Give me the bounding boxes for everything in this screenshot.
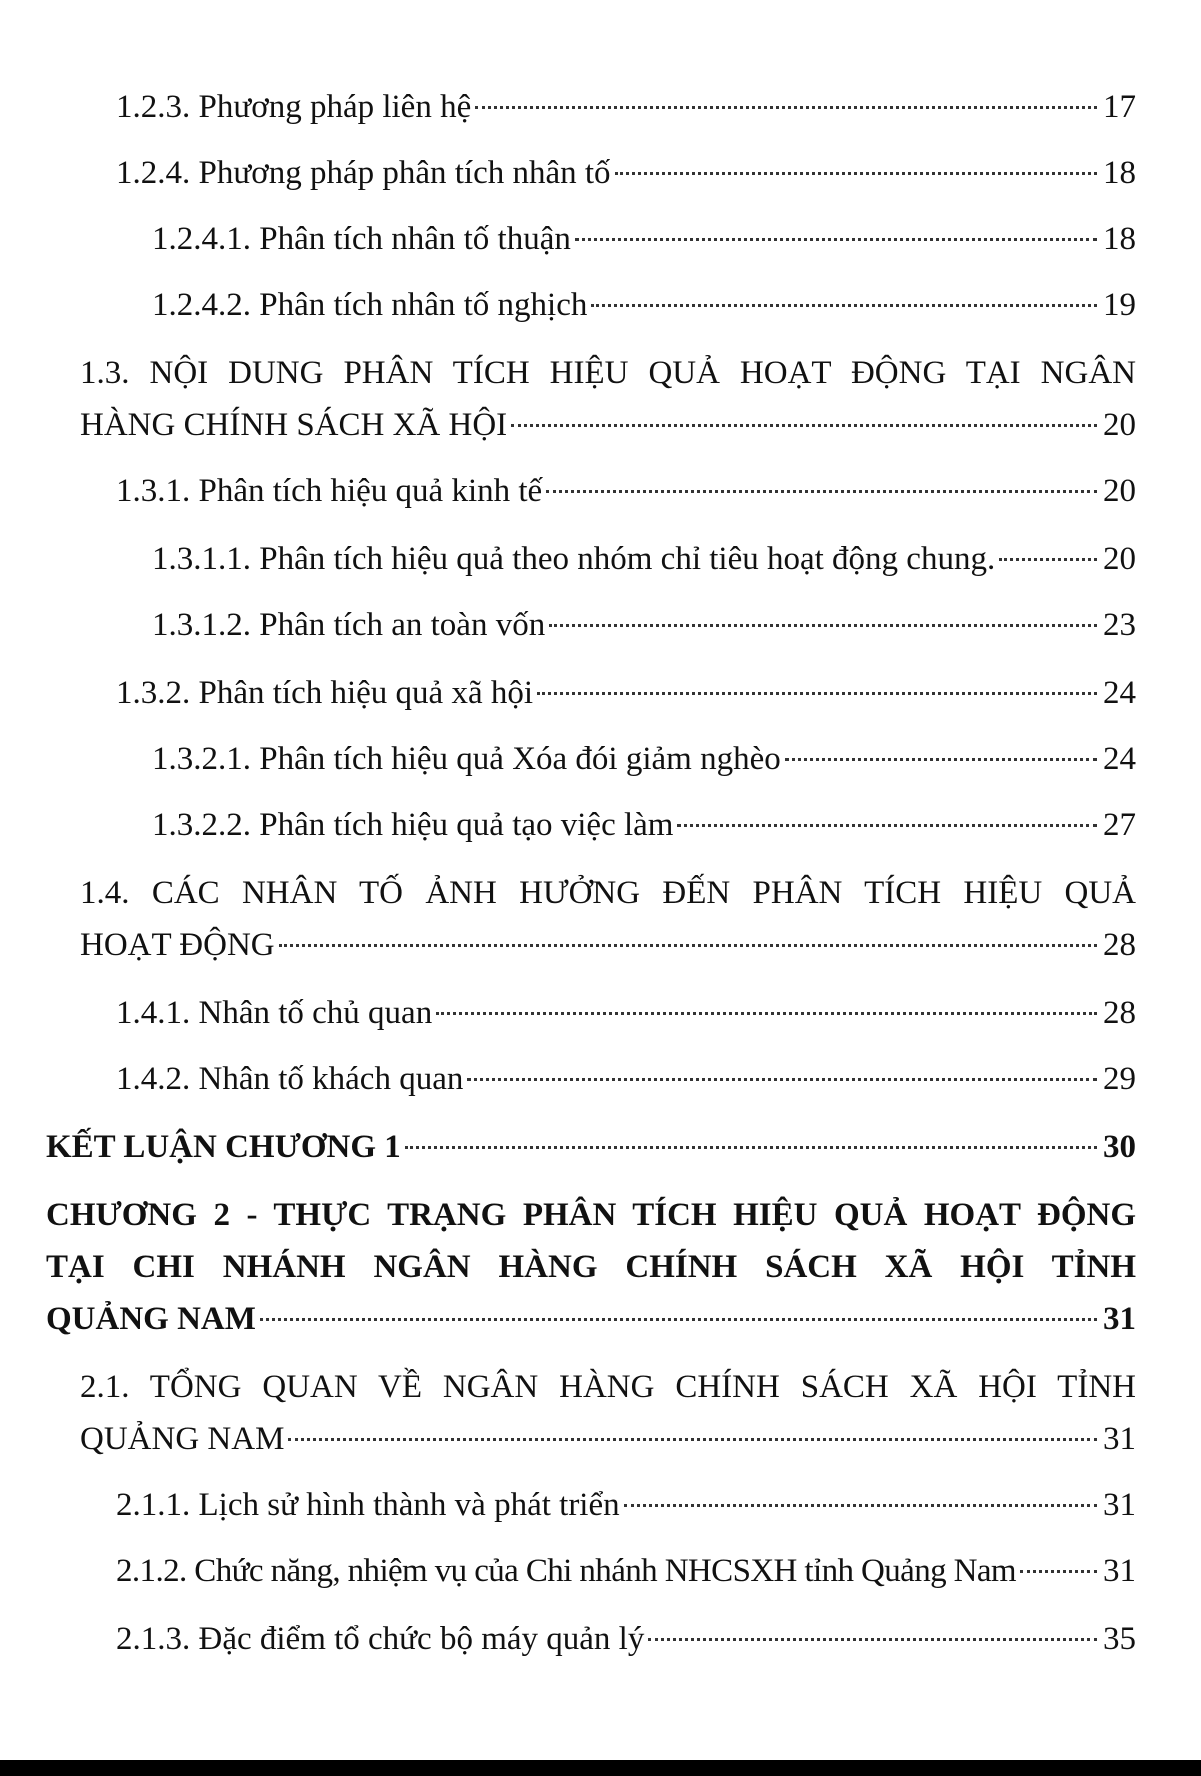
toc-page-number: 18 xyxy=(1103,155,1136,191)
toc-entry[interactable] xyxy=(116,1480,1136,1530)
toc-page-number: 20 xyxy=(1103,473,1136,509)
toc-entry-title: 1.4.2. Nhân tố khách quan xyxy=(116,1061,464,1097)
dot-leader xyxy=(436,1012,1097,1015)
toc-page-number: 27 xyxy=(1103,807,1136,843)
toc-entry[interactable] xyxy=(152,534,1136,584)
toc-page-number: 23 xyxy=(1103,607,1136,643)
toc-page-number: 31 xyxy=(1103,1553,1136,1589)
toc-entry[interactable] xyxy=(116,1546,1136,1596)
toc-page-number: 30 xyxy=(1103,1129,1136,1165)
dot-leader xyxy=(405,1146,1097,1149)
toc-entry[interactable] xyxy=(116,668,1136,718)
toc-entry-title: 1.3.1.1. Phân tích hiệu quả theo nhóm chỉ tiêu hoạt động chung. xyxy=(152,541,996,577)
toc-entry-title: 2.1.2. Chức năng, nhiệm vụ của Chi nhánh NHCSXH tỉnh Quảng Nam xyxy=(116,1553,1016,1589)
dot-leader xyxy=(591,304,1097,307)
dot-leader xyxy=(260,1318,1097,1321)
toc-entry-title: 1.3.1.2. Phân tích an toàn vốn xyxy=(152,607,546,643)
toc-entry-title: HOẠT ĐỘNG xyxy=(80,927,275,963)
toc-entry-title: 1.3.2.2. Phân tích hiệu quả tạo việc làm xyxy=(152,807,674,843)
toc-entry-title: KẾT LUẬN CHƯƠNG 1 xyxy=(46,1129,401,1165)
toc-entry[interactable] xyxy=(80,920,1136,970)
dot-leader xyxy=(467,1078,1097,1081)
toc-entry[interactable] xyxy=(116,466,1136,516)
toc-entry[interactable] xyxy=(46,1122,1136,1172)
toc-entry[interactable] xyxy=(80,400,1136,450)
toc-entry-title-line: 1.4. CÁC NHÂN TỐ ẢNH HƯỞNG ĐẾN PHÂN TÍCH HIỆU QUẢ xyxy=(80,875,1136,911)
toc-entry[interactable] xyxy=(152,600,1136,650)
toc-page-number: 28 xyxy=(1103,995,1136,1031)
toc-entry-title-line: CHƯƠNG 2 - THỰC TRẠNG PHÂN TÍCH HIỆU QUẢ HOẠT ĐỘNG xyxy=(46,1197,1136,1233)
toc-page-number: 24 xyxy=(1103,741,1136,777)
toc-entry[interactable] xyxy=(116,1054,1136,1104)
toc-page-number: 17 xyxy=(1103,89,1136,125)
dot-leader xyxy=(475,106,1097,109)
toc-entry-title: 1.2.3. Phương pháp liên hệ xyxy=(116,89,472,125)
toc-entry-title: 1.2.4.1. Phân tích nhân tố thuận xyxy=(152,221,571,257)
dot-leader xyxy=(615,172,1097,175)
toc-page-number: 20 xyxy=(1103,407,1136,443)
bottom-edge-bar xyxy=(0,1760,1201,1776)
dot-leader xyxy=(546,490,1097,493)
toc-entry-title: 1.3.2. Phân tích hiệu quả xã hội xyxy=(116,675,534,711)
dot-leader xyxy=(999,558,1097,561)
toc-page-number: 20 xyxy=(1103,541,1136,577)
toc-entry[interactable] xyxy=(116,148,1136,198)
toc-page-number: 29 xyxy=(1103,1061,1136,1097)
toc-page-number: 31 xyxy=(1103,1301,1136,1337)
dot-leader xyxy=(279,944,1097,947)
dot-leader xyxy=(288,1438,1097,1441)
dot-leader xyxy=(511,424,1097,427)
toc-entry[interactable] xyxy=(80,1414,1136,1464)
toc-entry-title: QUẢNG NAM xyxy=(80,1421,285,1457)
toc-entry-title-line: TẠI CHI NHÁNH NGÂN HÀNG CHÍNH SÁCH XÃ HỘI TỈNH xyxy=(46,1249,1136,1285)
toc-page-number: 18 xyxy=(1103,221,1136,257)
toc-entry[interactable] xyxy=(116,1614,1136,1664)
toc-entry[interactable] xyxy=(116,988,1136,1038)
toc-entry-title-line: 2.1. TỔNG QUAN VỀ NGÂN HÀNG CHÍNH SÁCH XÃ HỘI TỈNH xyxy=(80,1369,1136,1405)
dot-leader xyxy=(648,1638,1097,1641)
toc-entry[interactable] xyxy=(152,800,1136,850)
toc-entry[interactable] xyxy=(116,82,1136,132)
toc-entry[interactable] xyxy=(46,1294,1136,1344)
toc-page-number: 19 xyxy=(1103,287,1136,323)
toc-page-number: 31 xyxy=(1103,1421,1136,1457)
toc-entry-title: 1.2.4.2. Phân tích nhân tố nghịch xyxy=(152,287,588,323)
toc-entry-title: 1.2.4. Phương pháp phân tích nhân tố xyxy=(116,155,611,191)
toc-entry[interactable] xyxy=(152,734,1136,784)
toc-entry-title: 2.1.3. Đặc điểm tổ chức bộ máy quản lý xyxy=(116,1621,645,1657)
toc-page-number: 24 xyxy=(1103,675,1136,711)
toc-entry[interactable] xyxy=(152,280,1136,330)
dot-leader xyxy=(537,692,1097,695)
toc-page-number: 35 xyxy=(1103,1621,1136,1657)
dot-leader xyxy=(677,824,1097,827)
dot-leader xyxy=(785,758,1097,761)
toc-entry-title: 2.1.1. Lịch sử hình thành và phát triển xyxy=(116,1487,620,1523)
toc-entry-title-line: 1.3. NỘI DUNG PHÂN TÍCH HIỆU QUẢ HOẠT ĐỘNG TẠI NGÂN xyxy=(80,355,1136,391)
toc-entry-title: 1.3.1. Phân tích hiệu quả kinh tế xyxy=(116,473,543,509)
dot-leader xyxy=(549,624,1097,627)
toc-page-number: 31 xyxy=(1103,1487,1136,1523)
toc-entry[interactable] xyxy=(152,214,1136,264)
dot-leader xyxy=(575,238,1097,241)
dot-leader xyxy=(1020,1570,1097,1573)
toc-entry-title: 1.3.2.1. Phân tích hiệu quả Xóa đói giảm nghèo xyxy=(152,741,781,777)
toc-entry-title: QUẢNG NAM xyxy=(46,1301,256,1337)
toc-entry-title: HÀNG CHÍNH SÁCH XÃ HỘI xyxy=(80,407,508,443)
toc-entry-title: 1.4.1. Nhân tố chủ quan xyxy=(116,995,433,1031)
toc-page-number: 28 xyxy=(1103,927,1136,963)
dot-leader xyxy=(624,1504,1097,1507)
